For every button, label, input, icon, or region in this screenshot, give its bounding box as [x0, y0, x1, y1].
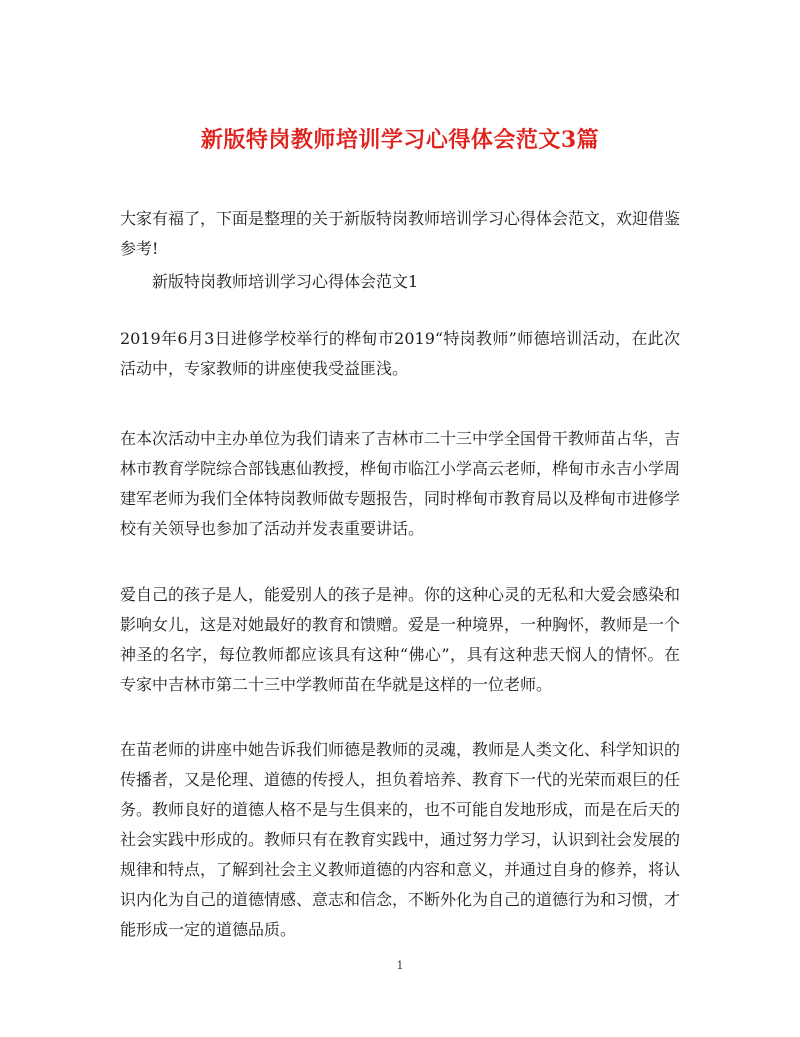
body-paragraph: 在本次活动中主办单位为我们请来了吉林市二十三中学全国骨干教师苗占华，吉林市教育学院综合部钱惠仙教授，桦甸市临江小学高云老师，桦甸市永吉小学周建军老师为我们全体特岗教师做专题报告，同时桦甸市教育局以及桦甸市进修学校有关领导也参加了活动并发表重要讲话。 — [120, 429, 681, 538]
body-paragraph: 2019年6月3日进修学校举行的桦甸市2019“特岗教师”师德培训活动，在此次活动中，专家教师的讲座使我受益匪浅。 — [120, 329, 680, 378]
section-subheading: 新版特岗教师培训学习心得体会范文1 — [152, 272, 419, 291]
intro-paragraph: 大家有福了，下面是整理的关于新版特岗教师培训学习心得体会范文，欢迎借鉴参考! — [120, 209, 681, 258]
page-number: 1 — [396, 959, 404, 972]
document-title: 新版特岗教师培训学习心得体会范文3篇 — [200, 126, 600, 153]
body-paragraph: 在苗老师的讲座中她告诉我们师德是教师的灵魂，教师是人类文化、科学知识的传播者，又是伦理、道德的传授人，担负着培养、教育下一代的光荣而艰巨的任务。教师良好的道德人格不是与生俱来的，也不可能自发地形成，而是在后天的社会实践中形成的。教师只有在教育实践中，通过努力学习，认识到社会发展的规律和特点，了解到社会主义教师道德的内容和意义，并通过自身的修养，将认识内化为自己的道德情感、意志和信念，不断外化为自己的道德行为和习惯，才能形成一定的道德品质。 — [120, 740, 681, 939]
body-paragraph: 爱自己的孩子是人，能爱别人的孩子是神。你的这种心灵的无私和大爱会感染和影响女儿，这是对她最好的教育和馈赠。爱是一种境界，一种胸怀，教师是一个神圣的名字，每位教师都应该具有这种“佛心”，具有这种悲天悯人的情怀。在专家中吉林市第二十三中学教师苗在华就是这样的一位老师。 — [120, 585, 681, 694]
